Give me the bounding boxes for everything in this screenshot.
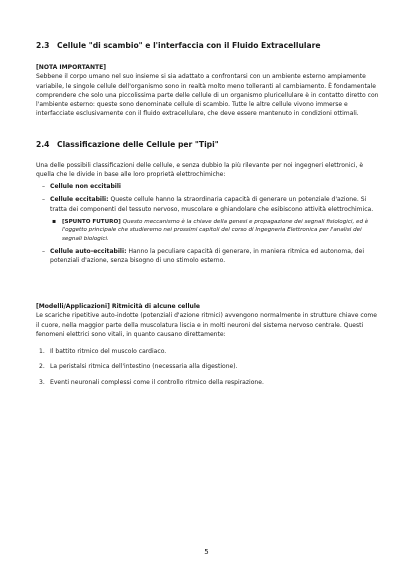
bullet-dash: – [42, 196, 46, 204]
term: Cellule eccitabili: [50, 196, 109, 204]
item-number: 2. [39, 363, 45, 371]
note-text: Sebbene il corpo umano nel suo insieme si sia adattato a confrontarsi con un ambiente esterno ampiamente variabile, le singole cellule dell'organismo sono in realtà molto meno tolleranti al cambiamento. È fondamentale comprendere che solo una piccolissima parte delle cellule di un organismo pluricellulare è in contatto diretto con l'ambiente esterno: queste sono denominate cellule di scambio. Tutte le altre cellule vivono immerse e interfacciate esclusivamente con il fluido extracellulare, che deve essere mantenuto in condizioni ottimali. [36, 73, 379, 118]
list-item [36, 347, 380, 356]
term: Cellule auto-eccitabili: [50, 248, 127, 256]
section-title: Classificazione delle Cellule per "Tipi" [57, 140, 219, 149]
item-text: Eventi neuronali complessi come il controllo ritmico della respirazione. [50, 378, 264, 386]
bullet-dash: – [42, 183, 46, 190]
item-number: 3. [39, 378, 45, 386]
list-item [36, 362, 380, 371]
example-text: Le scariche ripetitive auto-indotte (potenziali d'azione ritmici) avvengono normalmente in strutture chiave come il cuore, nella maggior parte della muscolatura liscia e in molti neuroni del sistema nervoso centrale. Questi fenomeni elettrici sono vitali, in quanto causano direttamente: [36, 312, 378, 338]
section-intro: Una delle possibili classificazioni delle cellule, e senza dubbio la più rilevante per noi ingegneri elettronici, è quella che le divide in base alle loro proprietà elettrochimiche: [36, 162, 364, 179]
section-heading-2-4 [36, 140, 219, 149]
section-heading-2-3 [36, 41, 321, 50]
rhythmic-effects-list [36, 347, 380, 393]
note-tag: [SPUNTO FUTURO] [62, 218, 121, 225]
note-label: [NOTA IMPORTANTE] [36, 64, 107, 71]
item-text: Il battito ritmico del muscolo cardiaco. [50, 348, 167, 355]
example-label: [Modelli/Applicazioni] Ritmicità di alcune cellule [36, 303, 201, 310]
bullet-dash: – [42, 248, 46, 256]
future-note [50, 218, 380, 243]
list-item [36, 182, 380, 191]
section-number: 2.3 [36, 41, 50, 50]
item-text: La peristalsi ritmica dell'intestino (necessaria alla digestione). [50, 363, 238, 371]
term-description: Queste cellule hanno la straordinaria capacità di generare un potenziale d'azione. Si tratta dei componenti del tessuto nervoso, muscolare e ghiandolare che esibiscono attività elettrochimica. [50, 196, 374, 213]
section-title: Cellule "di scambio" e l'interfaccia con il Fluido Extracellulare [57, 41, 321, 50]
list-item [36, 247, 380, 266]
list-item [36, 378, 380, 387]
item-number: 1. [39, 348, 45, 355]
square-bullet-icon: ▪ [52, 217, 57, 225]
cell-type-list [36, 182, 380, 270]
section-number: 2.4 [36, 140, 50, 149]
important-note [36, 63, 380, 119]
term: Cellule non eccitabili [50, 183, 121, 190]
example-block [36, 302, 380, 339]
list-item [36, 195, 380, 243]
term-description: Hanno la peculiare capacità di generare, in maniera ritmica ed autonoma, dei potenziali d'azione, senza bisogno di uno stimolo esterno. [50, 248, 365, 265]
note-text: Questo meccanismo è la chiave della genesi e propagazione dei segnali fisiologici, ed è l'oggetto principale che studieremo nei prossimi capitoli del corso di Ingegneria Elettronica per l'analisi dei segnali biologici. [62, 218, 369, 242]
page-number: 5 [204, 548, 209, 556]
